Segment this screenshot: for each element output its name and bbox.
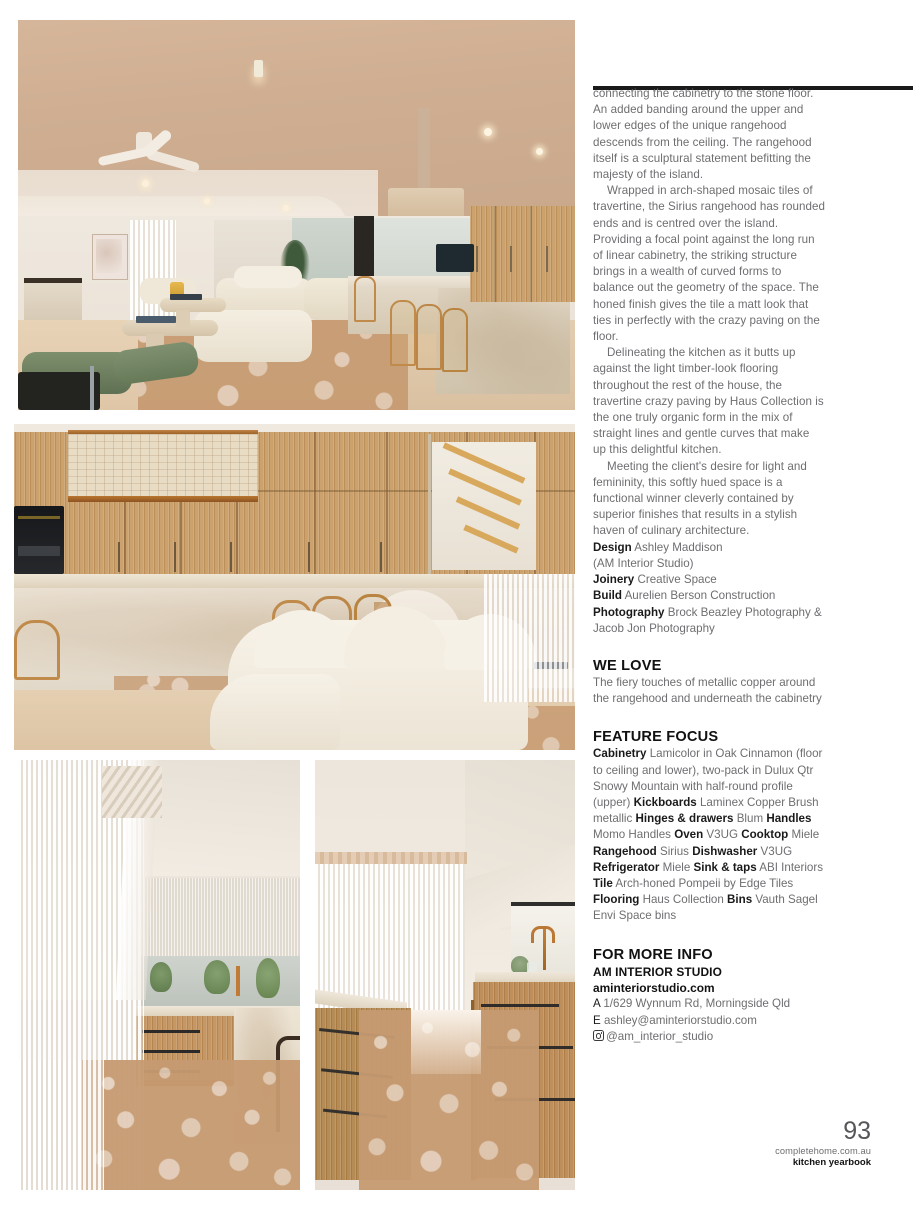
we-love-heading: WE LOVE [593,657,662,674]
email-value[interactable]: ashley@aminteriorstudio.com [603,1013,757,1027]
credit-value: Aurelien Berson Construction [624,589,776,603]
credit-value: Ashley Maddison [634,540,723,554]
folio [671,1118,871,1169]
body-paragraph: Delineating the kitchen as it butts up against the light timber-look flooring throughout the rest of the house, the travertine crazy paving by Haus Collection is the one truly organic form in the mix of straight lines and gentle curves that make up this delightful kitchen. [593,346,824,457]
credit-label: Build [593,589,622,603]
studio-website[interactable]: aminteriorstudio.com [593,980,715,995]
feature-focus-value: Momo Handles [593,828,675,842]
feature-focus-value: ABI Interiors [756,860,824,874]
studio-address [593,996,825,1012]
feature-focus-label: Refrigerator [593,860,660,874]
feature-focus-label: Flooring [593,893,640,907]
feature-focus-value: V3UG [703,828,742,842]
feature-focus-value: Laminex Copper Brush metallic [593,795,819,826]
article-text-column [593,86,825,1046]
studio-name: AM INTERIOR STUDIO [593,964,722,979]
photo-galley-kitchen [315,760,575,1190]
address-key: A [593,997,601,1011]
body-paragraph: Wrapped in arch-shaped mosaic tiles of travertine, the Sirius rangehood has rounded ends and is centred over the island. Providing a focal point against the long run of linear cabinetry, the striking structure brings in a wealth of curved forms to balance out the geometry of the space. The honed finish gives the tile a matt look that ties in perfectly with the crazy paving on the floor. [593,184,825,344]
credit-value: Creative Space [637,573,717,587]
feature-focus-label: Hinges & drawers [635,812,734,826]
instagram-icon [593,1030,604,1041]
feature-focus-value: Lamicolor in Oak Cinnamon (floor to ceiling and lower), two-pack in Dulux Qtr Snowy Mountain with half-round profile (upper) [593,747,823,809]
address-value: 1/629 Wynnum Rd, Morningside Qld [603,997,791,1011]
feature-focus-label: Sink & taps [693,860,757,874]
studio-email[interactable] [593,1013,825,1029]
feature-focus-label: Tile [593,876,613,890]
feature-focus-label: Oven [674,828,704,842]
folio-site: completehome.com.au [775,1146,871,1156]
feature-focus-label: Bins [727,893,753,907]
feature-focus-label: Cabinetry [593,747,647,761]
body-paragraph: connecting the cabinetry to the stone floor. An added banding around the upper and lower edges of the unique rangehood descends from the ceiling. The rangehood itself is a sculptural statement befitting the majesty of the island. [593,87,814,182]
feature-focus-value: Miele [788,828,820,842]
feature-focus-label: Handles [766,812,812,826]
feature-focus-value: Haus Collection [639,893,728,907]
photo-rangehood-cabinetry [14,424,575,750]
feature-focus-heading: FEATURE FOCUS [593,729,719,746]
feature-focus-label: Kickboards [633,795,697,809]
photo-hero-living-kitchen [18,20,575,410]
feature-focus-label: Cooktop [741,828,789,842]
feature-focus-value: V3UG [757,844,793,858]
photo-hall-curtains [18,760,300,1190]
we-love-text: The fiery touches of metallic copper around the rangehood and underneath the cabinetry [593,675,822,706]
feature-focus-value: Sirius [656,844,693,858]
for-more-info-heading: FOR MORE INFO [593,946,713,963]
feature-focus-value: Blum [733,812,767,826]
credit-label: Photography [593,605,665,619]
project-credits [593,540,825,637]
feature-focus-value: Arch-honed Pompeii by Edge Tiles [612,876,794,890]
instagram-handle[interactable]: @am_interior_studio [606,1030,714,1044]
credit-value: Brock Beazley Photography & Jacob Jon Photography [593,605,822,635]
folio-publication: kitchen yearbook [792,1157,871,1168]
credit-label: Joinery [593,573,635,587]
email-key: E [593,1013,601,1027]
studio-instagram[interactable] [593,1029,825,1045]
feature-focus-value: Vauth Sagel Envi Space bins [593,893,818,923]
article-body [593,86,825,540]
credit-value: (AM Interior Studio) [593,556,694,570]
feature-focus-list [593,746,825,924]
feature-focus-value: Miele [659,860,694,874]
feature-focus-label: Rangehood [593,844,657,858]
credit-label: Design [593,540,632,554]
page-number: 93 [843,1117,871,1145]
feature-focus-label: Dishwasher [692,844,758,858]
body-paragraph: Meeting the client's desire for light and femininity, this softly hued space is a functional winner cleverly contained by superior finishes that results in a stylish haven of culinary architecture. [593,459,807,538]
